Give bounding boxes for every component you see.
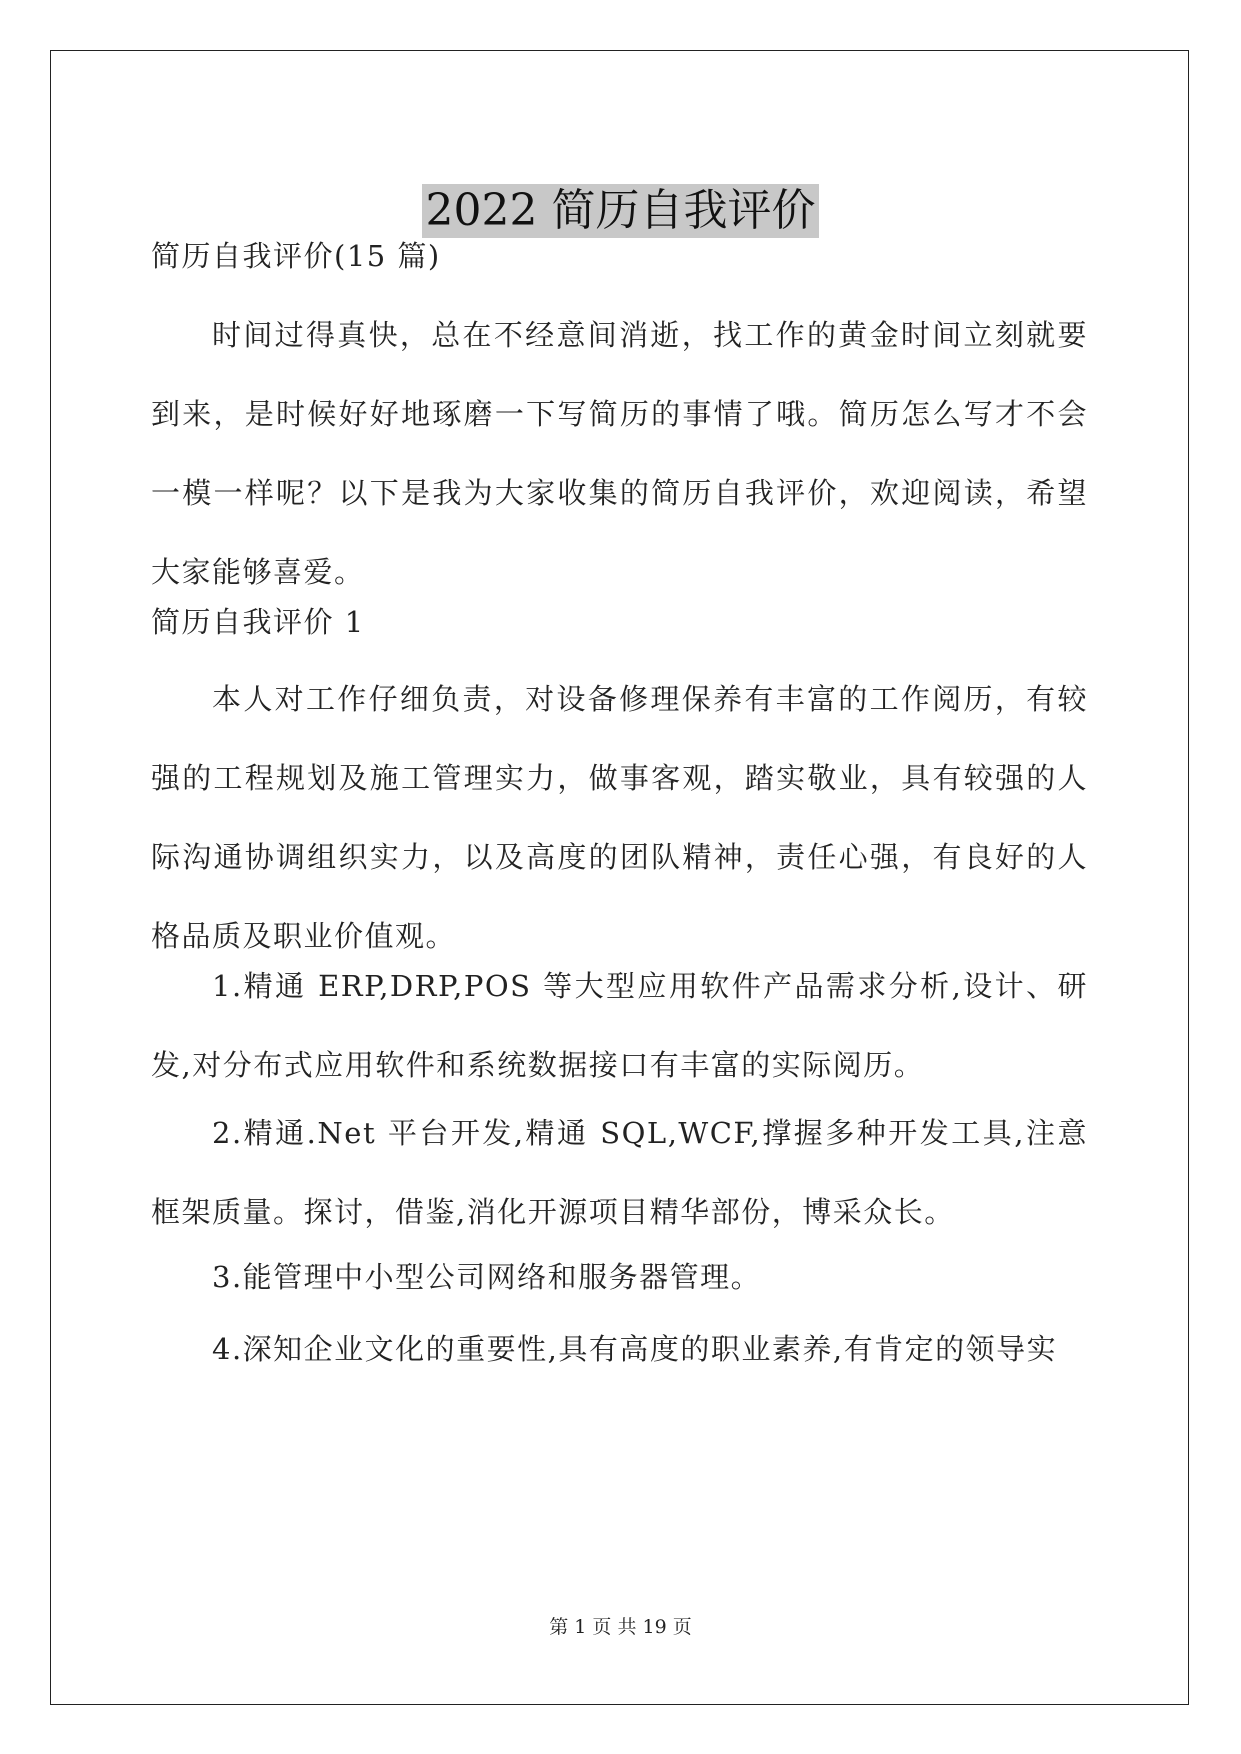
list-item-3: 3.能管理中小型公司网络和服务器管理。: [212, 1260, 762, 1294]
section-heading: 简历自我评价 1: [151, 605, 365, 639]
list-item-4: 4.深知企业文化的重要性,具有高度的职业素养,有肯定的领导实: [212, 1332, 1058, 1366]
paragraph-1: 本人对工作仔细负责，对设备修理保养有丰富的工作阅历，有较强的工程规划及施工管理实力，做事客观，踏实敬业，具有较强的人际沟通协调组织实力，以及高度的团队精神，责任心强，有良好的人格品质及职业价值观。: [151, 682, 1088, 953]
subtitle: 简历自我评价(15 篇): [151, 239, 441, 273]
document-title: 2022 简历自我评价: [422, 184, 820, 238]
list-item-1: 1.精通 ERP,DRP,POS 等大型应用软件产品需求分析,设计、研发,对分布式应用软件和系统数据接口有丰富的实际阅历。: [151, 969, 1088, 1082]
intro-paragraph: 时间过得真快，总在不经意间消逝，找工作的黄金时间立刻就要到来，是时候好好地琢磨一下写简历的事情了哦。简历怎么写才不会一模一样呢？以下是我为大家收集的简历自我评价，欢迎阅读，希望大家能够喜爱。: [151, 318, 1088, 589]
page-footer: 第 1 页 共 19 页: [549, 1616, 692, 1638]
list-item-2: 2.精通.Net 平台开发,精通 SQL,WCF,撑握多种开发工具,注意框架质量。探讨，借鉴,消化开源项目精华部份，博采众长。: [151, 1116, 1088, 1229]
